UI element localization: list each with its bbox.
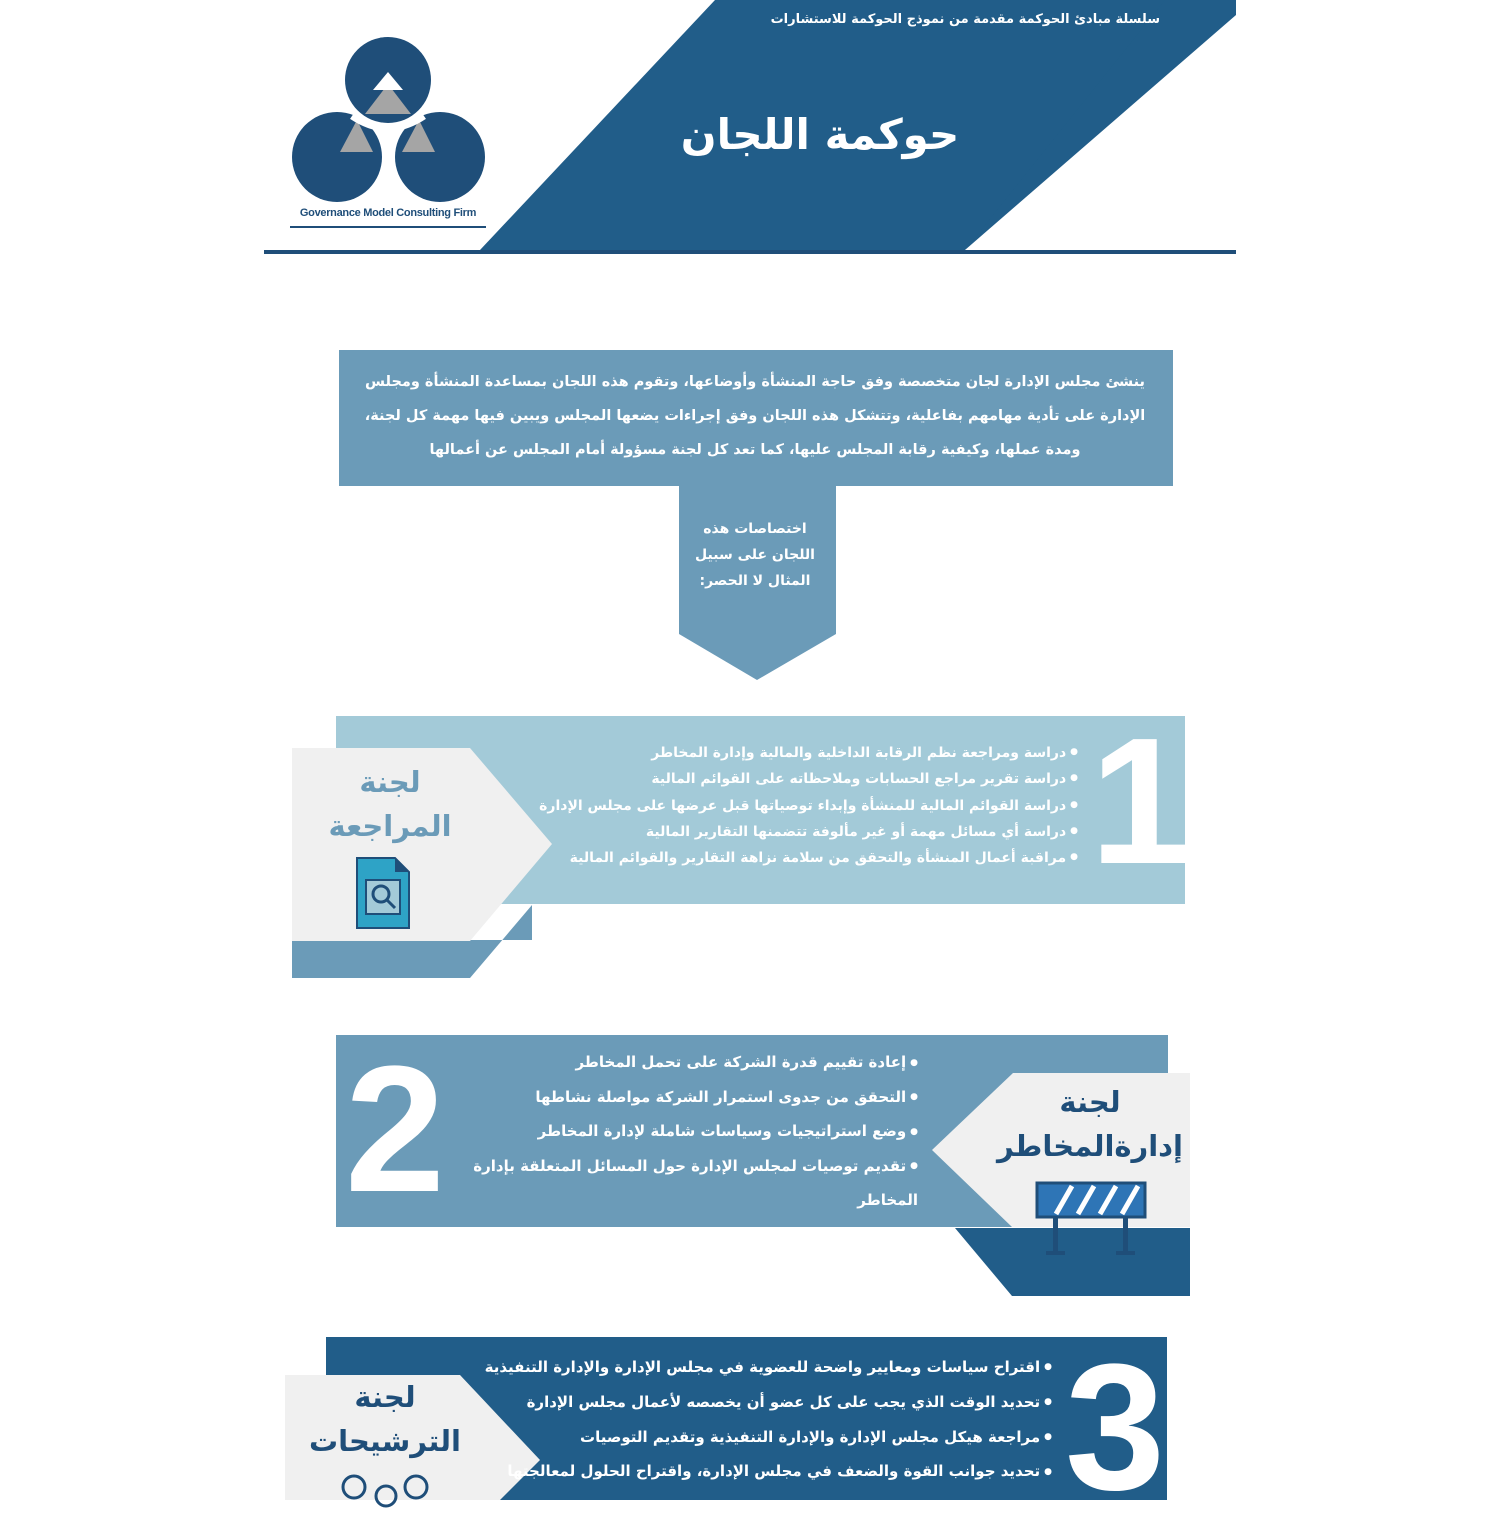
list-item: ● تقديم توصيات لمجلس الإدارة حول المسائل المتعلقة بإدارة المخاطر <box>418 1149 918 1218</box>
list-item: ● التحقق من جدوى استمرار الشركة مواصلة نشاطها <box>418 1080 918 1115</box>
list-item: ● دراسة ومراجعة نظم الرقابة الداخلية والمالية وإدارة المخاطر <box>478 740 1078 766</box>
list-item: ● مراجعة هيكل مجلس الإدارة والإدارة التنفيذية وتقديم التوصيات <box>412 1420 1052 1455</box>
people-icon <box>336 1470 432 1500</box>
list-item: ● دراسة تقرير مراجع الحسابات وملاحظاته على القوائم المالية <box>478 766 1078 792</box>
committee-2-title: لجنة إدارةالمخاطر <box>997 1085 1183 1163</box>
series-subtitle: سلسلة مبادئ الحوكمة مقدمة من نموذج الحوكمة للاستشارات <box>770 12 1160 27</box>
committee-1-title: لجنة المراجعة <box>328 765 452 843</box>
logo-caption: Governance Model Consulting Firm <box>299 207 477 219</box>
scope-label: اختصاصات هذه اللجان على سبيل المثال لا الحصر: <box>695 521 815 589</box>
list-item: ● مراقبة أعمال المنشأة والتحقق من سلامة نزاهة التقارير والقوائم المالية <box>478 845 1078 871</box>
list-item: ● دراسة القوائم المالية للمنشأة وإبداء توصياتها قبل عرضها على مجلس الإدارة <box>478 793 1078 819</box>
committee-3-title: لجنة الترشيحات <box>309 1380 461 1458</box>
list-item: ● وضع استراتيجيات وسياسات شاملة لإدارة المخاطر <box>418 1114 918 1149</box>
committee-3-number: 3 <box>1064 1327 1166 1528</box>
list-item: ● ضمان توافر الموارد والنظم الكافية لإدارة المخاطر <box>418 1217 918 1252</box>
committee-3-items <box>412 1350 1052 1489</box>
list-item: ● تحديد جوانب القوة والضعف في مجلس الإدارة، واقتراح الحلول لمعالجتها <box>412 1454 1052 1489</box>
list-item: ● تحديد الوقت الذي يجب على كل عضو أن يخصصه لأعمال مجلس الإدارة <box>412 1385 1052 1420</box>
committee-1-number: 1 <box>1090 701 1191 902</box>
committee-2-number: 2 <box>344 1029 446 1230</box>
list-item: ● إعادة تقييم قدرة الشركة على تحمل المخاطر <box>418 1045 918 1080</box>
list-item: ● اقتراح سياسات ومعايير واضحة للعضوية في مجلس الإدارة والإدارة التنفيذية <box>412 1350 1052 1385</box>
page-title: حوكمة اللجان <box>680 110 960 159</box>
intro-paragraph: ينشئ مجلس الإدارة لجان متخصصة وفق حاجة المنشأة وأوضاعها، وتقوم هذه اللجان بمساعدة المنشأة ومجلس الإدارة على تأدية مهامهم بفاعلية، وتتشكل هذه اللجان وفق إجراءات يضعها المجلس ويبين فيها مهمة كل لجنة، ومدة عملها، وكيفية رقابة المجلس عليها، كما تعد كل لجنة مسؤولة أمام المجلس عن أعمالها <box>364 374 1146 458</box>
list-item: ● دراسة أي مسائل مهمة أو غير مألوفة تتضمنها التقارير المالية <box>478 819 1078 845</box>
